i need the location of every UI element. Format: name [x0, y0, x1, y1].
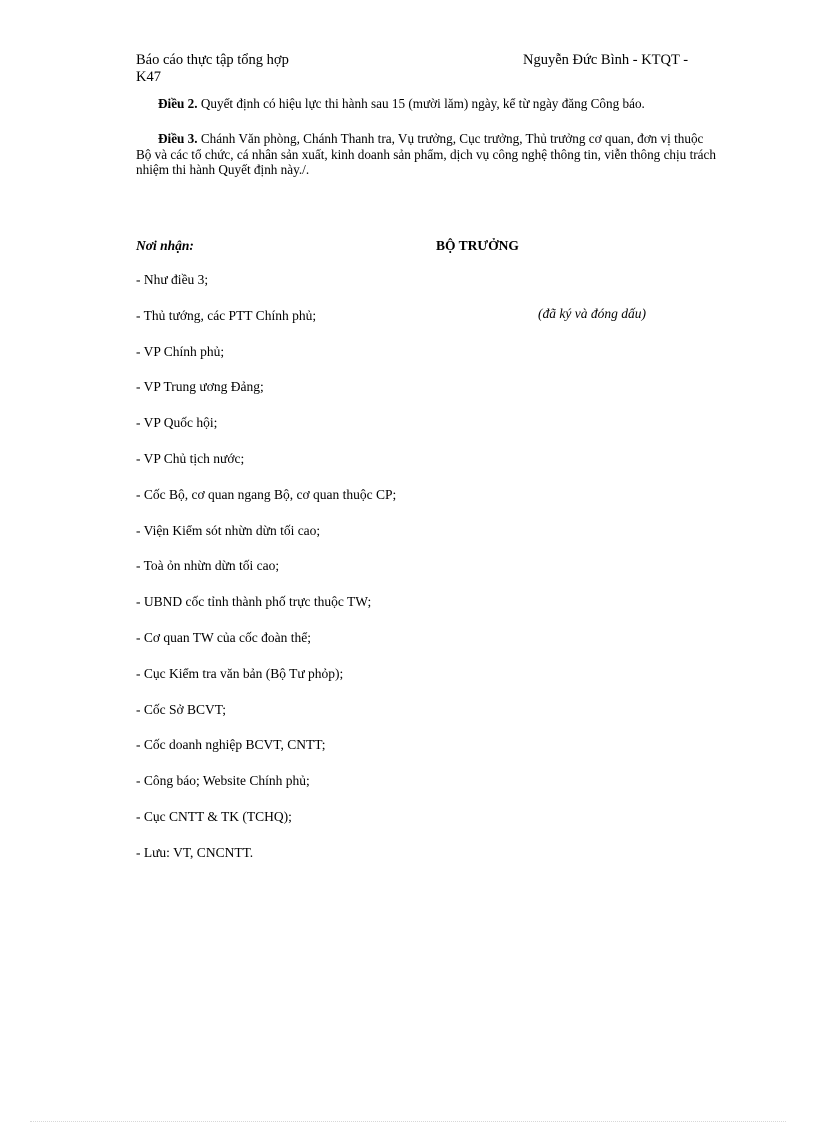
recipients-list — [136, 272, 396, 881]
article-2 — [136, 96, 716, 112]
list-item: - Cơ quan TW của cốc đoàn thể; — [136, 629, 311, 645]
recipients-heading: Nơi nhận: — [136, 238, 194, 253]
article-3 — [136, 131, 716, 178]
list-item: - VP Trung ương Đảng; — [136, 379, 264, 395]
list-item: - VP Chủ tịch nước; — [136, 450, 245, 466]
header-report-title: Báo cáo thực tập tổng hợp — [136, 52, 289, 68]
list-item: - Cốc Sở BCVT; — [136, 701, 227, 717]
header-class-code: K47 — [136, 69, 161, 85]
article-3-text: Chánh Văn phòng, Chánh Thanh tra, Vụ trưởng, Cục trưởng, Thủ trưởng cơ quan, đơn vị thuộc Bộ và các tổ chức, cá nhân sản xuất, kinh doanh sản phẩm, dịch vụ công nghệ thông tin, viễn thông chịu trách nhiệm thi hành Quyết định này./. — [136, 131, 716, 177]
list-item: - Viện Kiểm sót nhừn dừn tối cao; — [136, 522, 321, 538]
list-item: - Cốc Bộ, cơ quan ngang Bộ, cơ quan thuộc CP; — [136, 486, 397, 502]
header-author: Nguyễn Đức Bình - KTQT - — [523, 52, 689, 68]
signed-note: (đã ký và đóng dấu) — [538, 306, 646, 321]
list-item: - UBND cốc tỉnh thành phố trực thuộc TW; — [136, 594, 372, 610]
list-item: - Toà ỏn nhừn dừn tối cao; — [136, 558, 280, 574]
list-item: - Như điều 3; — [136, 272, 209, 287]
article-3-label: Điều 3. — [158, 131, 198, 146]
article-2-label: Điều 2. — [158, 96, 198, 111]
list-item: - Cục CNTT & TK (TCHQ); — [136, 808, 292, 824]
list-item: - Lưu: VT, CNCNTT. — [136, 844, 254, 860]
article-2-text: Quyết định có hiệu lực thi hành sau 15 (mười lăm) ngày, kể từ ngày đăng Công báo. — [197, 96, 645, 111]
minister-title: BỘ TRƯỞNG — [436, 238, 519, 253]
list-item: - VP Chính phủ; — [136, 343, 225, 359]
list-item: - Cục Kiểm tra văn bản (Bộ Tư phỏp); — [136, 665, 344, 681]
list-item: - Cốc doanh nghiệp BCVT, CNTT; — [136, 737, 326, 753]
list-item: - Thủ tướng, các PTT Chính phủ; — [136, 307, 317, 323]
list-item: - Công báo; Website Chính phủ; — [136, 773, 310, 789]
list-item: - VP Quốc hội; — [136, 415, 218, 431]
page-bottom-divider — [30, 1121, 786, 1122]
